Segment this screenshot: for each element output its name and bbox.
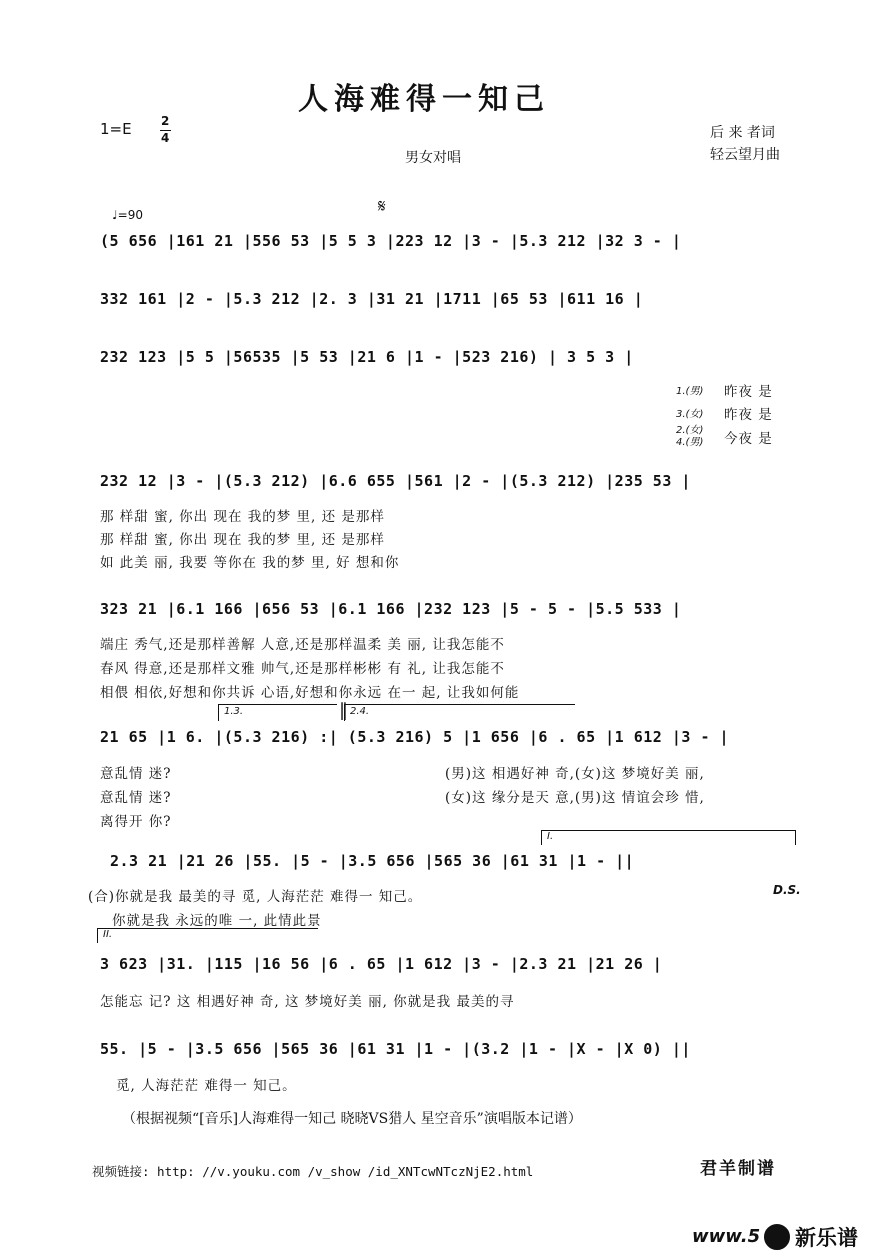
lyrics-e-line: 怎能忘 记? 这 相遇好神 奇, 这 梦境好美 丽, 你就是我 最美的寻 [100,994,515,1010]
key-signature: 1=E [100,120,132,138]
transcription-note: （根据视频“[音乐]人海难得一知己 晓晓VS猎人 星空音乐”演唱版本记谱） [122,1111,582,1127]
lyrics-c-line-2a: 意乱情 迷? [100,790,172,806]
time-signature-denominator: 4 [161,131,170,145]
verse-label-3a: 2.(女) [676,425,704,436]
lyrics-a-line-1: 那 样甜 蜜, 你出 现在 我的梦 里, 还 是那样 [100,509,385,525]
repeat-end-bar: ‖ [339,700,349,721]
verse-label-2: 3.(女) [676,409,704,420]
volta-bracket-2 [344,704,575,721]
dal-segno-mark: D.S. [773,883,801,897]
lyrics-a-line-2: 那 样甜 蜜, 你出 现在 我的梦 里, 还 是那样 [100,532,385,548]
notation-row-7: 2.3 21 |21 26 |55. |5 - |3.5 656 |565 36 |61 31 |1 - || [110,852,635,870]
singers-label: 男女对唱 [405,150,461,166]
lyrics-c-line-2b: (女)这 缘分是天 意,(男)这 情谊会珍 惜, [445,790,705,806]
volta-label-1: 1.3. [224,706,244,717]
lyrics-c-line-3a: 离得开 你? [100,814,172,830]
notation-row-1: (5 656 |161 21 |556 53 |5 5 3 |223 12 |3 - |5.3 212 |32 3 - | [100,232,682,250]
watermark-url: www.5 [692,1226,761,1247]
notation-row-9: 55. |5 - |3.5 656 |565 36 |61 31 |1 - |(3.2 |1 - |X - |X 0) || [100,1040,691,1058]
transcriber-seal: 君羊制谱 [700,1159,776,1179]
watermark-brand: 新乐谱 [795,1226,858,1250]
time-signature-numerator: 2 [161,114,170,128]
verse-label-3b: 4.(男) [676,437,704,448]
pickup-lyric-2: 昨夜 是 [724,407,773,423]
notation-row-5: 323 21 |6.1 166 |656 53 |6.1 166 |232 123 |5 - 5 - |5.5 533 | [100,600,682,618]
lyrics-b-line-3: 相偎 相依,好想和你共诉 心语,好想和你永远 在一 起, 让我如何能 [100,685,520,701]
lyrics-d-line-1: (合)你就是我 最美的寻 觅, 人海茫茫 难得一 知己。 [88,889,423,905]
segno-icon: 𝄋 [378,196,386,217]
pickup-lyric-3: 今夜 是 [724,431,773,447]
notation-row-2: 332 161 |2 - |5.3 212 |2. 3 |31 21 |1711 |65 53 |611 16 | [100,290,644,308]
notation-row-6: 21 65 |1 6. |(5.3 216) :| (5.3 216) 5 |1 656 |6 . 65 |1 612 |3 - | [100,728,730,746]
lyrics-c-line-1a: 意乱情 迷? [100,766,172,782]
composer-credit: 轻云望月曲 [710,147,780,163]
lyrics-b-line-1: 端庄 秀气,还是那样善解 人意,还是那样温柔 美 丽, 让我怎能不 [100,637,505,653]
volta-label-2: 2.4. [350,706,370,717]
pickup-lyric-1: 昨夜 是 [724,384,773,400]
tempo-mark: ♩=90 [112,208,143,222]
ending-bracket-2 [97,928,318,943]
watermark-logo-icon [764,1224,790,1250]
verse-label-1: 1.(男) [676,386,704,397]
score-title: 人海难得一知己 [298,82,550,117]
lyrics-c-line-1b: (男)这 相遇好神 奇,(女)这 梦境好美 丽, [445,766,705,782]
lyricist-credit: 后 来 者词 [710,125,775,141]
video-link: 视频链接: http: //v.youku.com /v_show /id_XNTcwNTczNjE2.html [92,1164,534,1179]
notation-row-8: 3 623 |31. |115 |16 56 |6 . 65 |1 612 |3 - |2.3 21 |21 26 | [100,955,663,973]
notation-row-3: 232 123 |5 5 |56535 |5 53 |21 6 |1 - |523 216) | 3 5 3 | [100,348,634,366]
lyrics-a-line-3: 如 此美 丽, 我要 等你在 我的梦 里, 好 想和你 [100,555,400,571]
ending-bracket-1 [541,830,796,845]
lyrics-f-line: 觅, 人海茫茫 难得一 知己。 [116,1078,297,1094]
ending-label-1: I. [547,831,554,842]
lyrics-d-line-2: 你就是我 永远的唯 一, 此情此景 [112,913,322,929]
ending-label-2: II. [103,929,113,940]
lyrics-b-line-2: 春风 得意,还是那样文雅 帅气,还是那样彬彬 有 礼, 让我怎能不 [100,661,505,677]
notation-row-4: 232 12 |3 - |(5.3 212) |6.6 655 |561 |2 - |(5.3 212) |235 53 | [100,472,691,490]
